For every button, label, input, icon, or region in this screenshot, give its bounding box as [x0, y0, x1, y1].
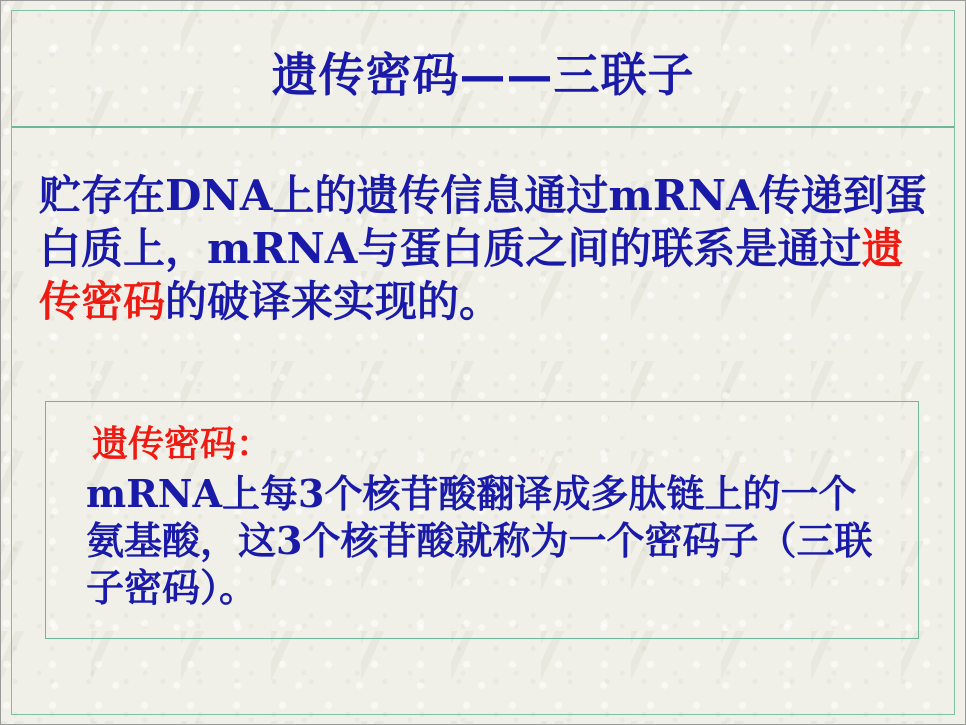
definition-box-heading: 遗传密码：	[92, 423, 273, 465]
intro-paragraph	[39, 169, 939, 328]
definition-box-body: mRNA上每3个核苷酸翻译成多肽链上的一个氨基酸，这3个核苷酸就称为一个密码子（三联子密码）。	[86, 471, 873, 610]
definition-box	[45, 401, 919, 639]
slide-title-area	[12, 11, 954, 128]
page-title: 遗传密码——三联子	[271, 48, 695, 103]
paragraph-highlight-term: 遗传密码	[39, 224, 904, 326]
paragraph-text-part2: 的破译来实现的。	[165, 277, 502, 326]
paragraph-text-part1: 贮存在DNA上的遗传信息通过mRNA传递到蛋白质上，mRNA与蛋白质之间的联系是通过	[39, 171, 927, 273]
